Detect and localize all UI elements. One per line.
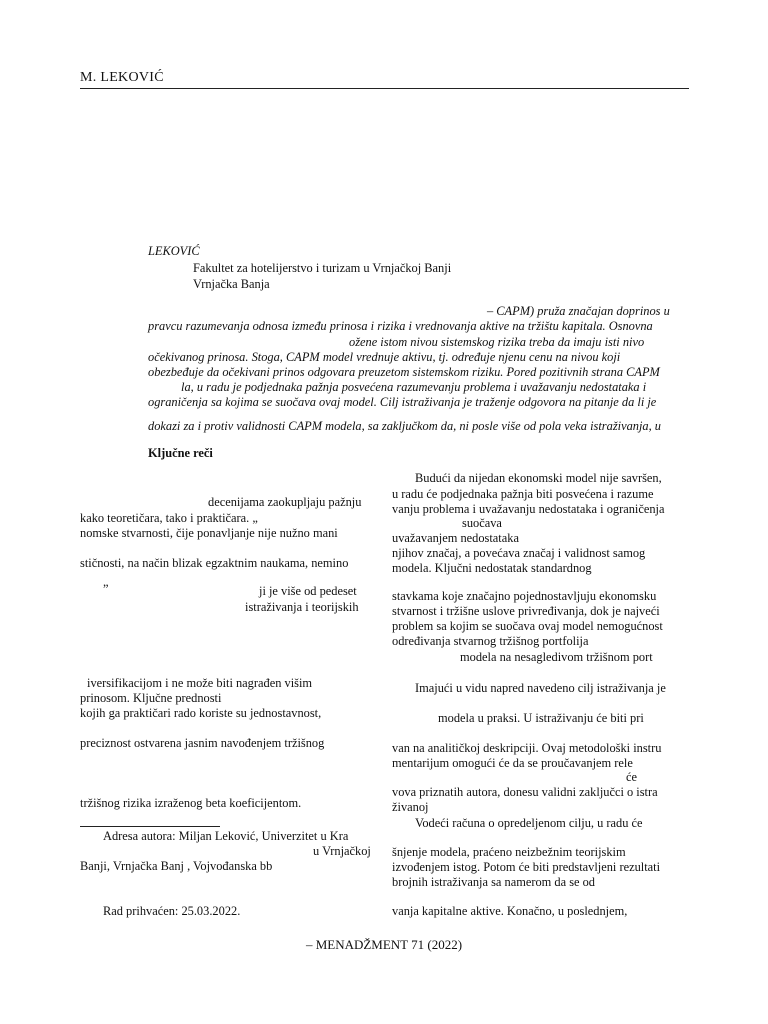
right-col-line: van na analitičkoj deskripciji. Ovaj metodološki instru — [392, 741, 662, 755]
footnote-line: u Vrnjačkoj — [313, 844, 371, 858]
right-col-line: vova priznatih autora, donesu validni zaključci o istra — [392, 785, 658, 799]
right-col-line: Vodeći računa o opredeljenom cilju, u radu će — [415, 816, 643, 830]
abstract-line: – CAPM) pruža značajan doprinos u — [487, 304, 670, 318]
right-col-line: stvarnost i tržišne uslove privređivanja, dok je najveći — [392, 604, 660, 618]
abstract-line: ograničenja sa kojima se suočava ovaj model. Cilj istraživanja je traženje odgovora na pitanje da li je — [148, 395, 657, 409]
author-affiliation: Fakultet za hotelijerstvo i turizam u Vrnjačkoj Banji — [193, 261, 452, 275]
right-col-line: u radu će podjednaka pažnja biti posvećena i razume — [392, 487, 654, 501]
keywords-label: Ključne reči — [148, 446, 213, 460]
right-col-line: brojnih istraživanja sa namerom da se od — [392, 875, 596, 889]
right-col-line: vanja kapitalne aktive. Konačno, u poslednjem, — [392, 904, 628, 918]
page-footer: – MENADŽMENT 71 (2022) — [305, 937, 463, 952]
left-col-line: stičnosti, na način blizak egzaktnim naukama, nemino — [80, 556, 349, 570]
right-col-line: vanju problema i uvažavanju nedostataka i ograničenja — [392, 502, 665, 516]
received-date: Rad prihvaćen: 25.03.2022. — [103, 904, 241, 918]
abstract-line: obezbeđuje da očekivani prinos odgovara preuzetom sistemskom riziku. Pored pozitivnih strana CAPM — [148, 365, 660, 379]
right-col-line: modela na nesagledivom tržišnom port — [460, 650, 653, 664]
footnote-line: Banji, Vrnjačka Banj , Vojvođanska bb — [80, 859, 273, 873]
author-city: Vrnjačka Banja — [193, 277, 270, 291]
abstract-line: ožene istom nivou sistemskog rizika treba da imaju isti nivo — [349, 335, 645, 349]
right-col-line: Budući da nijedan ekonomski model nije savršen, — [415, 471, 662, 485]
left-col-line: preciznost ostvarena jasnim navođenjem tržišnog — [80, 736, 325, 750]
footnote-line: Adresa autora: Miljan Leković, Univerzitet u Kra — [103, 829, 349, 843]
abstract-line: pravcu razumevanja odnosa između prinosa i rizika i vrednovanja aktive na tržištu kapitala. Osnovna — [148, 319, 653, 333]
abstract-line: la, u radu je podjednaka pažnja posvećena razumevanju problema i uvažavanju nedostataka i — [181, 380, 647, 394]
right-col-line: modela u praksi. U istraživanju će biti pri — [438, 711, 644, 725]
left-col-line: ji je više od pedeset — [259, 584, 357, 598]
right-col-line: će — [626, 770, 637, 784]
header-rule — [80, 88, 689, 89]
left-col-line: ” — [103, 582, 109, 596]
right-col-line: njihov značaj, a povećava značaj i validnost samog — [392, 546, 646, 560]
left-col-line: kako teoretičara, tako i praktičara. „ — [80, 511, 258, 525]
left-col-line: prinosom. Ključne prednosti — [80, 691, 222, 705]
abstract-line: dokazi za i protiv validnosti CAPM modela, sa zaključkom da, ni posle više od pola veka istraživanja, u — [148, 419, 662, 433]
left-col-line: istraživanja i teorijskih — [245, 600, 359, 614]
running-head: M. LEKOVIĆ — [80, 70, 164, 85]
right-col-line: Imajući u vidu napred navedeno cilj istraživanja je — [415, 681, 666, 695]
right-col-line: šnjenje modela, praćeno neizbežnim teorijskim — [392, 845, 626, 859]
right-col-line: određivanja stvarnog tržišnog portfolija — [392, 634, 589, 648]
right-col-line: stavkama koje značajno pojednostavljuju ekonomsku — [392, 589, 657, 603]
abstract-line: očekivanog prinosa. Stoga, CAPM model vrednuje aktivu, tj. određuje njenu cenu na nivou koji — [148, 350, 621, 364]
right-col-line: mentarijum omogući će da se proučavanjem rele — [392, 756, 633, 770]
author-name: LEKOVIĆ — [148, 244, 200, 258]
right-col-line: problem sa kojim se suočava ovaj model nemogućnost — [392, 619, 663, 633]
right-col-line: izvođenjem istog. Potom će biti predstavljeni rezultati — [392, 860, 661, 874]
left-col-line: nomske stvarnosti, čije ponavljanje nije nužno mani — [80, 526, 338, 540]
right-col-line: suočava — [462, 516, 502, 530]
right-col-line: modela. Ključni nedostatak standardnog — [392, 561, 592, 575]
right-col-line: živanoj — [392, 800, 429, 814]
left-col-line: kojih ga praktičari rado koriste su jednostavnost, — [80, 706, 322, 720]
left-col-line: iversifikacijom i ne može biti nagrađen višim — [87, 676, 313, 690]
footnote-rule — [80, 826, 220, 827]
left-col-line: decenijama zaokupljaju pažnju — [208, 495, 362, 509]
right-col-line: uvažavanjem nedostataka — [392, 531, 519, 545]
left-col-line: tržišnog rizika izraženog beta koeficijentom. — [80, 796, 302, 810]
